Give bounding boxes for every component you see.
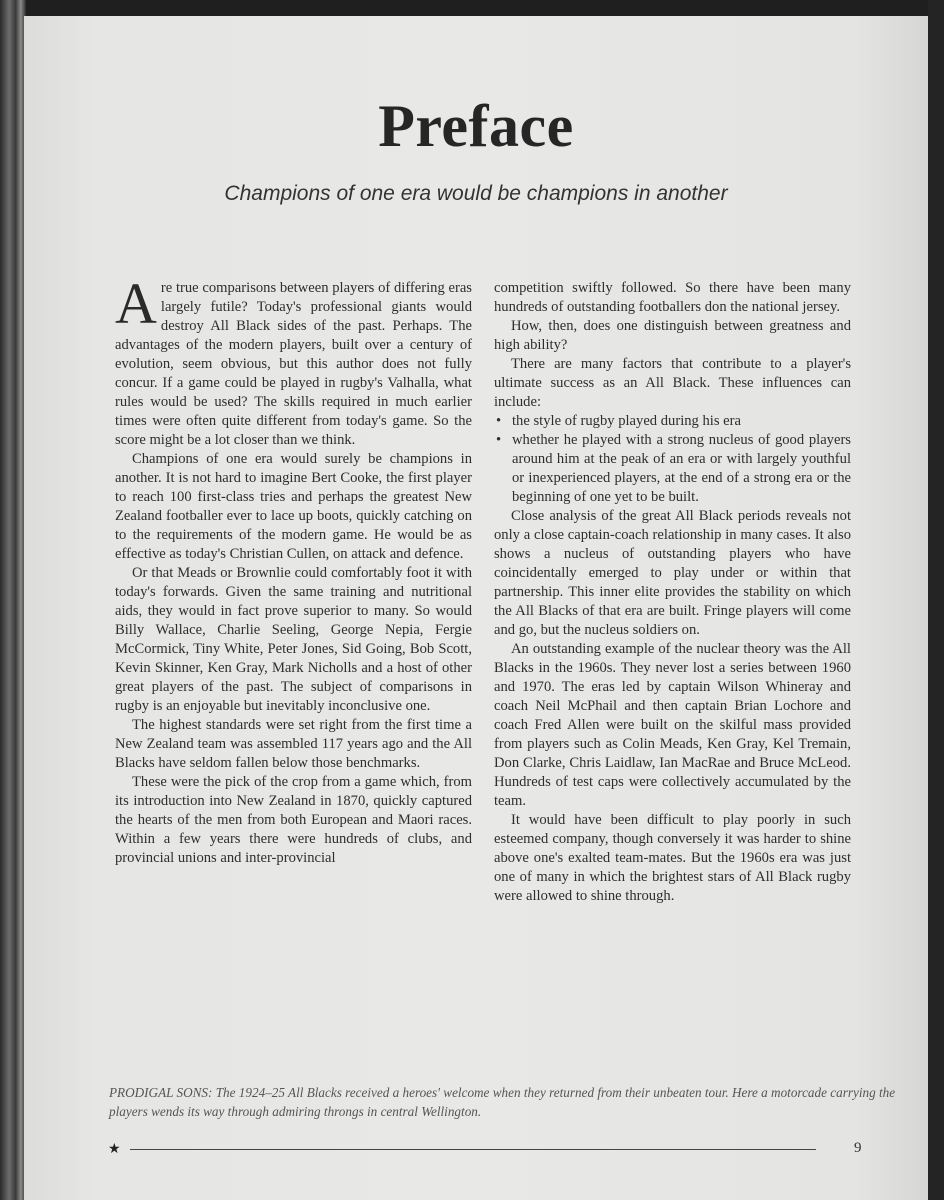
drop-cap: A <box>115 271 157 336</box>
photo-caption: PRODIGAL SONS: The 1924–25 All Blacks received a heroes' welcome when they returned from their unbeaten tour. Here a motorcade carrying the players wends its way through admiring throngs in central Wellington. <box>109 1085 896 1119</box>
book-page <box>24 16 928 1200</box>
paragraph: How, then, does one distinguish between greatness and high ability? <box>494 318 851 353</box>
paragraph: Close analysis of the great All Black periods reveals not only a close captain-coach relationship in many cases. It also shows a nucleus of outstanding players who have coincidentally emerged to play under or within that partnership. This inner elite provides the stability on which the All Blacks of that era are built. Fringe players will come and go, but the nucleus soldiers on. <box>494 508 851 638</box>
paragraph: competition swiftly followed. So there have been many hundreds of outstanding footballers don the national jersey. <box>494 280 851 315</box>
page-title: Preface <box>378 93 574 159</box>
list-item: • the style of rugby played during his era <box>494 412 851 431</box>
right-column <box>494 279 851 906</box>
paragraph: Or that Meads or Brownlie could comfortably foot it with today's forwards. Given the same training and nutritional aids, they would in fact prove superior to many. So would Billy Wallace, Charlie Seeling, George Nepia, Fergie McCormick, Tiny White, Peter Jones, Sid Going, Bob Scott, Kevin Skinner, Ken Gray, Mark Nicholls and a host of other great players of the past. The subject of comparisons in rugby is an enjoyable but inevitably inconclusive one. <box>115 565 472 714</box>
paragraph: The highest standards were set right from the first time a New Zealand team was assembled 117 years ago and the All Blacks have seldom fallen below those benchmarks. <box>115 717 472 771</box>
paragraph: It would have been difficult to play poorly in such esteemed company, though conversely it was harder to shine above one's exalted team-mates. But the 1960s era was just one of many in which the brightest stars of All Black rugby were allowed to shine through. <box>494 812 851 904</box>
list-item: • whether he played with a strong nucleus of good players around him at the peak of an era or with largely youthful or inexperienced players, at the end of a strong era or the beginning of one yet to be built. <box>494 431 851 507</box>
paragraph: An outstanding example of the nuclear theory was the All Blacks in the 1960s. They never lost a series between 1960 and 1970. The eras led by captain Wilson Whineray and coach Neil McPhail and then captain Brian Lochore and coach Fred Allen were built on the skilful mass provided from players such as Colin Meads, Ken Gray, Kel Tremain, Don Clarke, Chris Laidlaw, Ian MacRae and Bruce McLeod. Hundreds of test caps were collectively accumulated by the team. <box>494 641 851 809</box>
page-subtitle: Champions of one era would be champions in another <box>224 182 728 205</box>
page-number: 9 <box>854 1140 862 1156</box>
paragraph-text: re true comparisons between players of differing eras largely futile? Today's professional giants would destroy All Black sides of the past. Perhaps. The advantages of the modern players, built over a century of evolution, seem obvious, but this author does not fully concur. If a game could be played in rugby's Valhalla, what rules would be used? The skills required in much earlier times were often quite different from today's game. So the score might be a lot closer than we think. <box>115 280 472 448</box>
paragraph <box>115 271 472 450</box>
background-edge <box>928 0 944 1200</box>
left-column <box>115 271 472 868</box>
star-icon: ★ <box>108 1142 121 1157</box>
paragraph: Champions of one era would surely be champions in another. It is not hard to imagine Bert Cooke, the first player to reach 100 first-class tries and perhaps the greatest New Zealand footballer ever to lace up boots, quickly catching on to the requirements of the modern game. He would be as effective as today's Christian Cullen, on attack and defence. <box>115 451 472 562</box>
footer-rule <box>130 1149 816 1150</box>
bullet-list <box>494 412 851 507</box>
paragraph: There are many factors that contribute to a player's ultimate success as an All Black. These influences can include: <box>494 356 851 410</box>
adjacent-page-edge <box>0 0 26 1200</box>
paragraph: These were the pick of the crop from a game which, from its introduction into New Zealand in 1870, quickly captured the hearts of the men from both European and Maori races. Within a few years there were hundreds of clubs, and provincial unions and inter-provincial <box>115 774 472 866</box>
